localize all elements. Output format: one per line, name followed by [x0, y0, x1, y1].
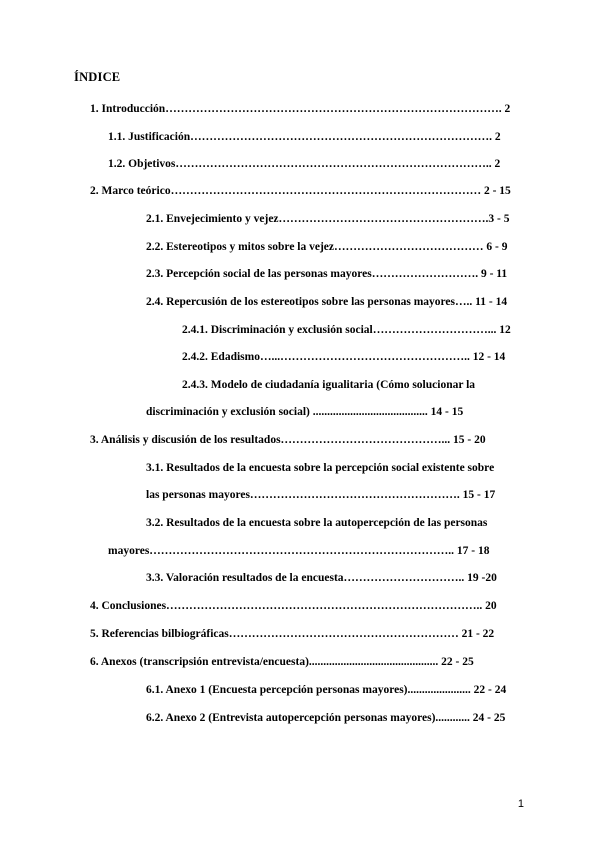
toc-entry-4: 4. Conclusiones……………………………………………………………………….. 20: [90, 600, 497, 612]
toc-entry-6: 6. Anexos (transcripsión entrevista/encuesta)............................................. 22 - 25: [90, 656, 474, 668]
toc-entry-3-1-cont: las personas mayores………………………………………………. 15 - 17: [146, 489, 496, 501]
toc-entry-2-4-3: 2.4.3. Modelo de ciudadanía igualitaria (Cómo solucionar la: [182, 379, 476, 391]
toc-entry-3-2-cont: mayores…………………………………………………………………….. 17 - 18: [108, 545, 490, 557]
toc-entry-1: 1. Introducción……………………………………………………………………………. 2: [90, 103, 511, 115]
toc-entry-3: 3. Análisis y discusión de los resultados……………………………………... 15 - 20: [90, 434, 486, 446]
toc-entry-2-4: 2.4. Repercusión de los estereotipos sobre las personas mayores….. 11 - 14: [146, 296, 508, 308]
page-number: 1: [517, 798, 524, 810]
toc-entry-3-3: 3.3. Valoración resultados de la encuesta………………………….. 19 -20: [146, 572, 497, 584]
toc-entry-2-4-2: 2.4.2. Edadismo…...………………………………………….. 12 - 14: [182, 351, 506, 363]
toc-entry-6-1: 6.1. Anexo 1 (Encuesta percepción personas mayores)...................... 22 - 24: [146, 684, 507, 696]
toc-entry-1-1: 1.1. Justificación……………………………………………………………………. 2: [108, 131, 501, 143]
toc-entry-3-1: 3.1. Resultados de la encuesta sobre la percepción social existente sobre: [146, 462, 495, 474]
toc-entry-1-2: 1.2. Objetivos……………………………………………………………………….. 2: [108, 158, 501, 170]
toc-entry-2-3: 2.3. Percepción social de las personas mayores………………………. 9 - 11: [146, 268, 508, 280]
toc-entry-2-4-1: 2.4.1. Discriminación y exclusión social…………………………... 12: [182, 324, 511, 336]
toc-entry-2: 2. Marco teórico……………………………………………………………………… 2 - 15: [90, 185, 511, 197]
toc-entry-3-2: 3.2. Resultados de la encuesta sobre la autopercepción de las personas: [146, 517, 488, 529]
toc-entry-2-2: 2.2. Estereotipos y mitos sobre la vejez………………………………… 6 - 9: [146, 241, 508, 253]
toc-entry-6-2: 6.2. Anexo 2 (Entrevista autopercepción personas mayores)............ 24 - 25: [146, 712, 506, 724]
toc-entry-2-1: 2.1. Envejecimiento y vejez……………………………………………….3 - 5: [146, 213, 510, 225]
toc-entry-2-4-3-cont: discriminación y exclusión social) ........................................ 14 - 15: [146, 406, 464, 418]
toc-title: ÍNDICE: [74, 70, 121, 84]
toc-entry-5: 5. Referencias bilbiográficas…………………………………………………… 21 - 22: [90, 628, 495, 640]
